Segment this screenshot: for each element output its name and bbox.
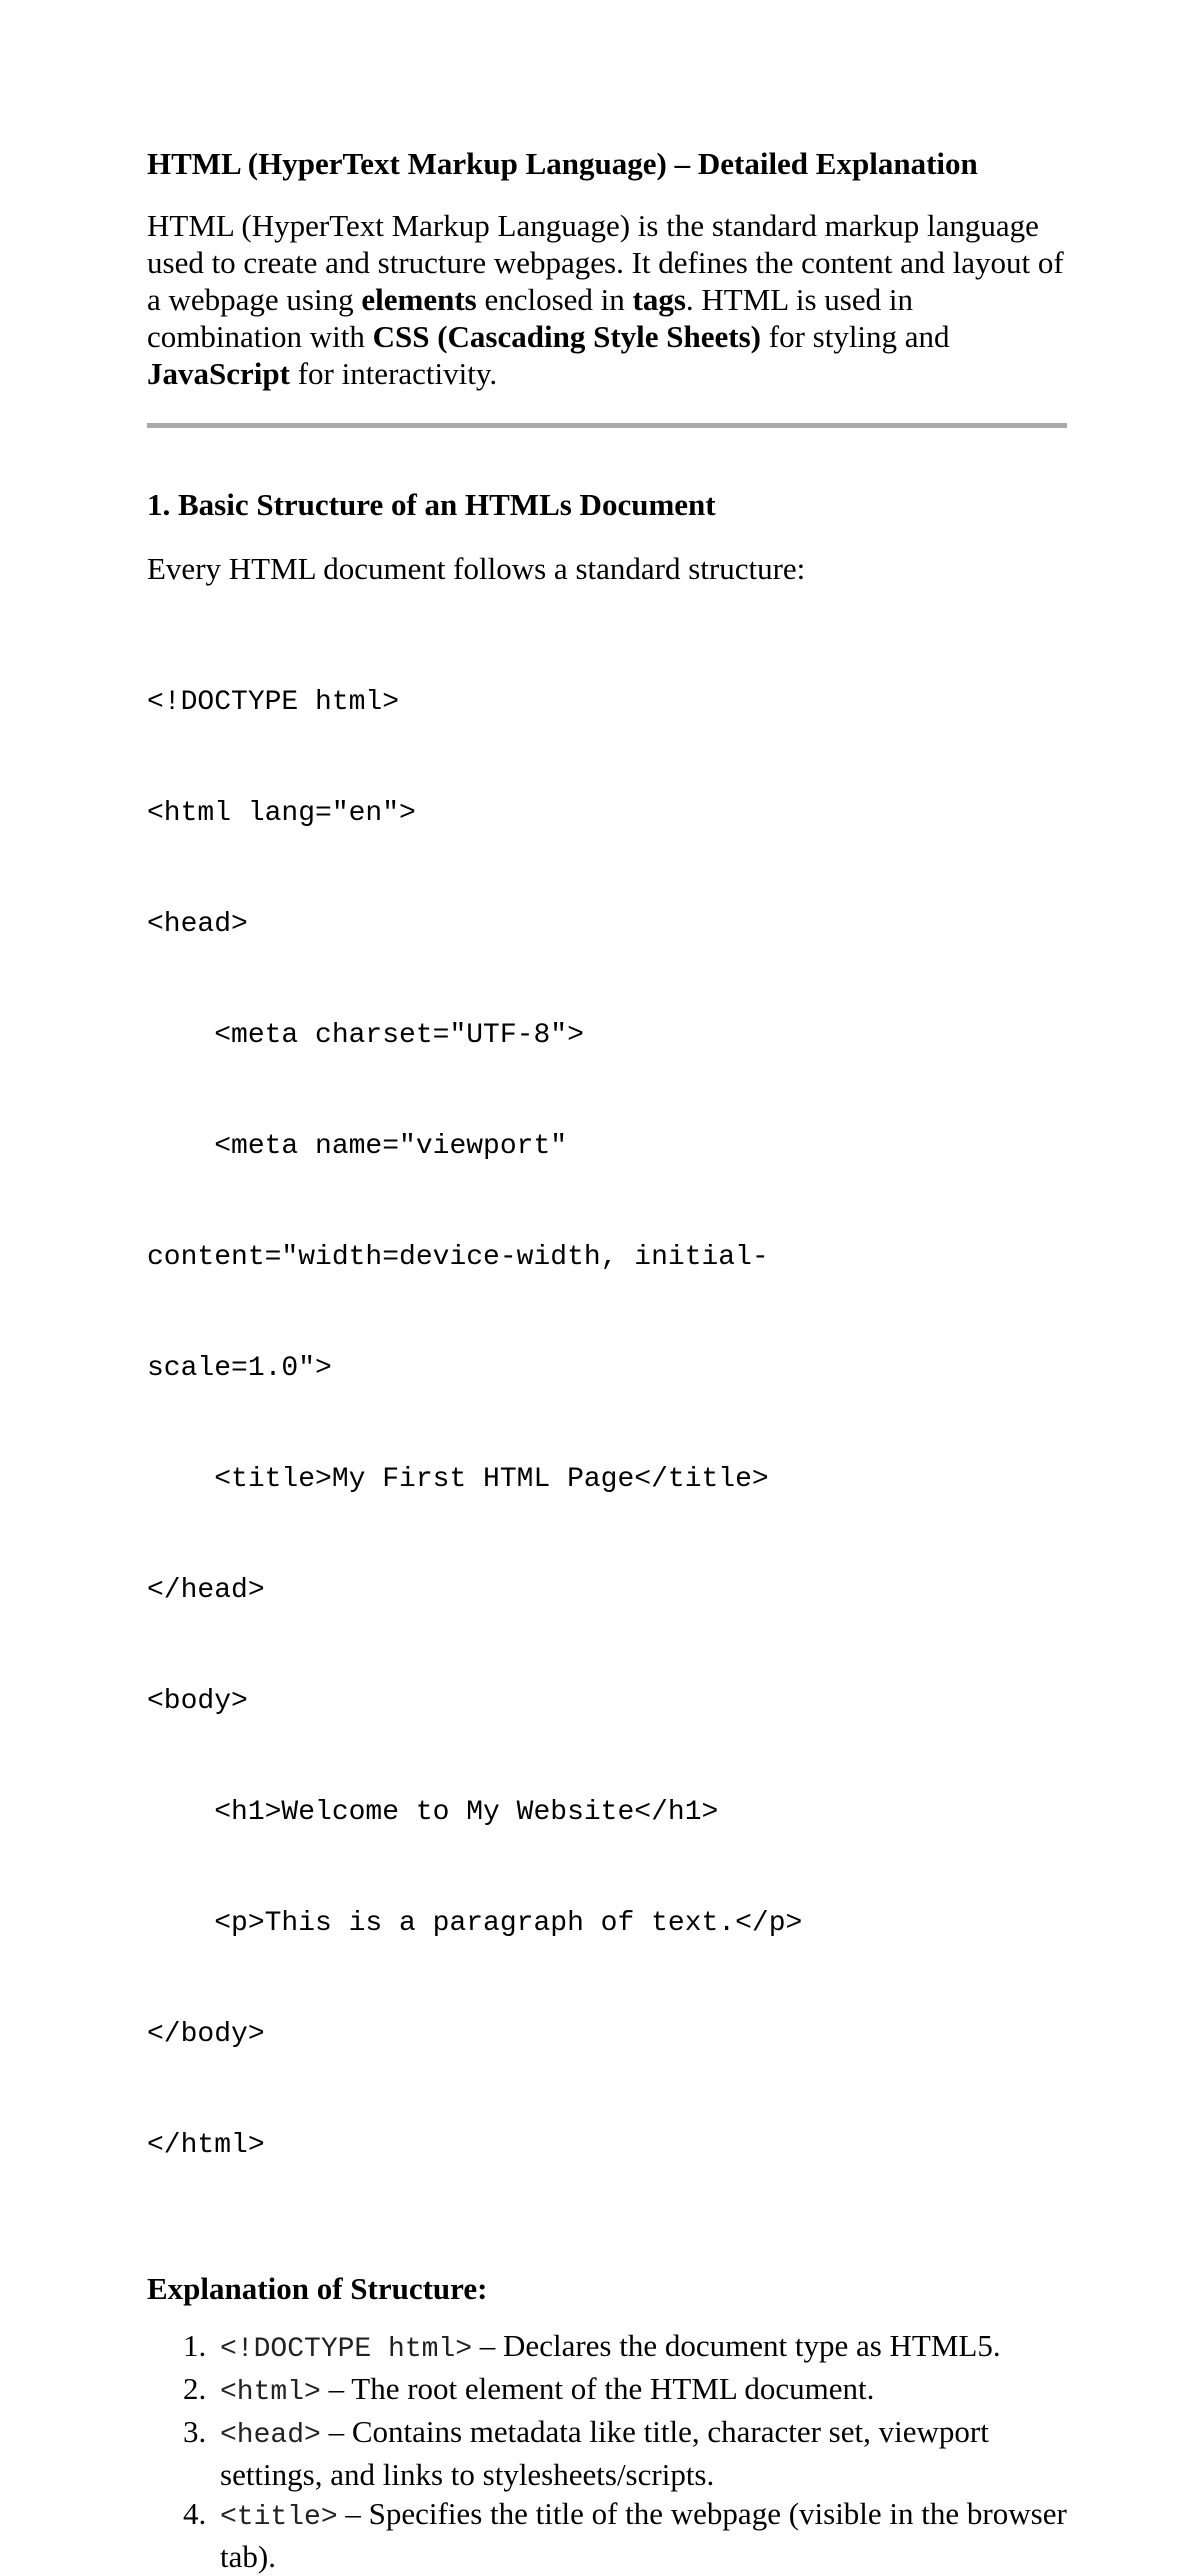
explanation-heading: Explanation of Structure: xyxy=(147,2271,488,2306)
list-item-text: – The root element of the HTML document. xyxy=(320,2371,875,2406)
inline-code: <head> xyxy=(220,2420,321,2451)
list-item xyxy=(147,2326,1067,2369)
intro-text-3: . HTML is used in combination with xyxy=(147,282,913,354)
intro-paragraph xyxy=(147,207,1067,392)
list-item xyxy=(147,2369,1067,2412)
horizontal-rule xyxy=(147,423,1067,428)
intro-text-2: enclosed in xyxy=(476,282,633,317)
list-item-text: – Contains metadata like title, character set, viewport settings, and links to stylesheets/scripts. xyxy=(220,2414,989,2492)
code-line: <title>My First HTML Page</title> xyxy=(147,1464,769,1495)
intro-bold-css: CSS (Cascading Style Sheets) xyxy=(372,319,761,354)
inline-code: <!DOCTYPE html> xyxy=(220,2334,473,2365)
code-line: </html> xyxy=(147,2130,265,2161)
code-block xyxy=(147,610,1067,2238)
intro-text-4: for styling and xyxy=(761,319,950,354)
code-line: <head> xyxy=(147,909,248,940)
code-line: <!DOCTYPE html> xyxy=(147,687,400,718)
code-line: content="width=device-width, initial- xyxy=(147,1242,769,1273)
code-line: <html lang="en"> xyxy=(147,798,416,829)
intro-bold-javascript: JavaScript xyxy=(147,356,290,391)
code-line: <p>This is a paragraph of text.</p> xyxy=(147,1908,803,1939)
code-line: </head> xyxy=(147,1575,265,1606)
list-number: 3. xyxy=(183,2414,207,2449)
intro-bold-tags: tags xyxy=(632,282,686,317)
code-line: </body> xyxy=(147,2019,265,2050)
code-line: <meta name="viewport" xyxy=(147,1131,568,1162)
list-number: 1. xyxy=(183,2328,207,2363)
list-item xyxy=(147,2494,1067,2576)
section-heading: 1. Basic Structure of an HTMLs Document xyxy=(147,487,716,522)
document-page xyxy=(147,145,1067,2576)
intro-text-5: for interactivity. xyxy=(289,356,498,391)
code-line: scale=1.0"> xyxy=(147,1353,332,1384)
list-item-text: – Specifies the title of the webpage (visible in the browser tab). xyxy=(220,2496,1067,2574)
list-number: 4. xyxy=(183,2496,207,2531)
intro-text-1: HTML (HyperText Markup Language) is the standard markup language used to create and structure webpages. It defines the content and layout of a webpage using xyxy=(147,208,1064,317)
inline-code: <title> xyxy=(220,2502,338,2533)
explanation-list xyxy=(147,2326,1067,2576)
code-line: <h1>Welcome to My Website</h1> xyxy=(147,1797,719,1828)
document-title: HTML (HyperText Markup Language) – Detailed Explanation xyxy=(147,146,978,181)
list-item xyxy=(147,2412,1067,2494)
code-line: <meta charset="UTF-8"> xyxy=(147,1020,584,1051)
intro-bold-elements: elements xyxy=(361,282,477,317)
code-line: <body> xyxy=(147,1686,248,1717)
section-intro: Every HTML document follows a standard structure: xyxy=(147,551,806,586)
list-number: 2. xyxy=(183,2371,207,2406)
list-item-text: – Declares the document type as HTML5. xyxy=(472,2328,1001,2363)
inline-code: <html> xyxy=(220,2377,321,2408)
